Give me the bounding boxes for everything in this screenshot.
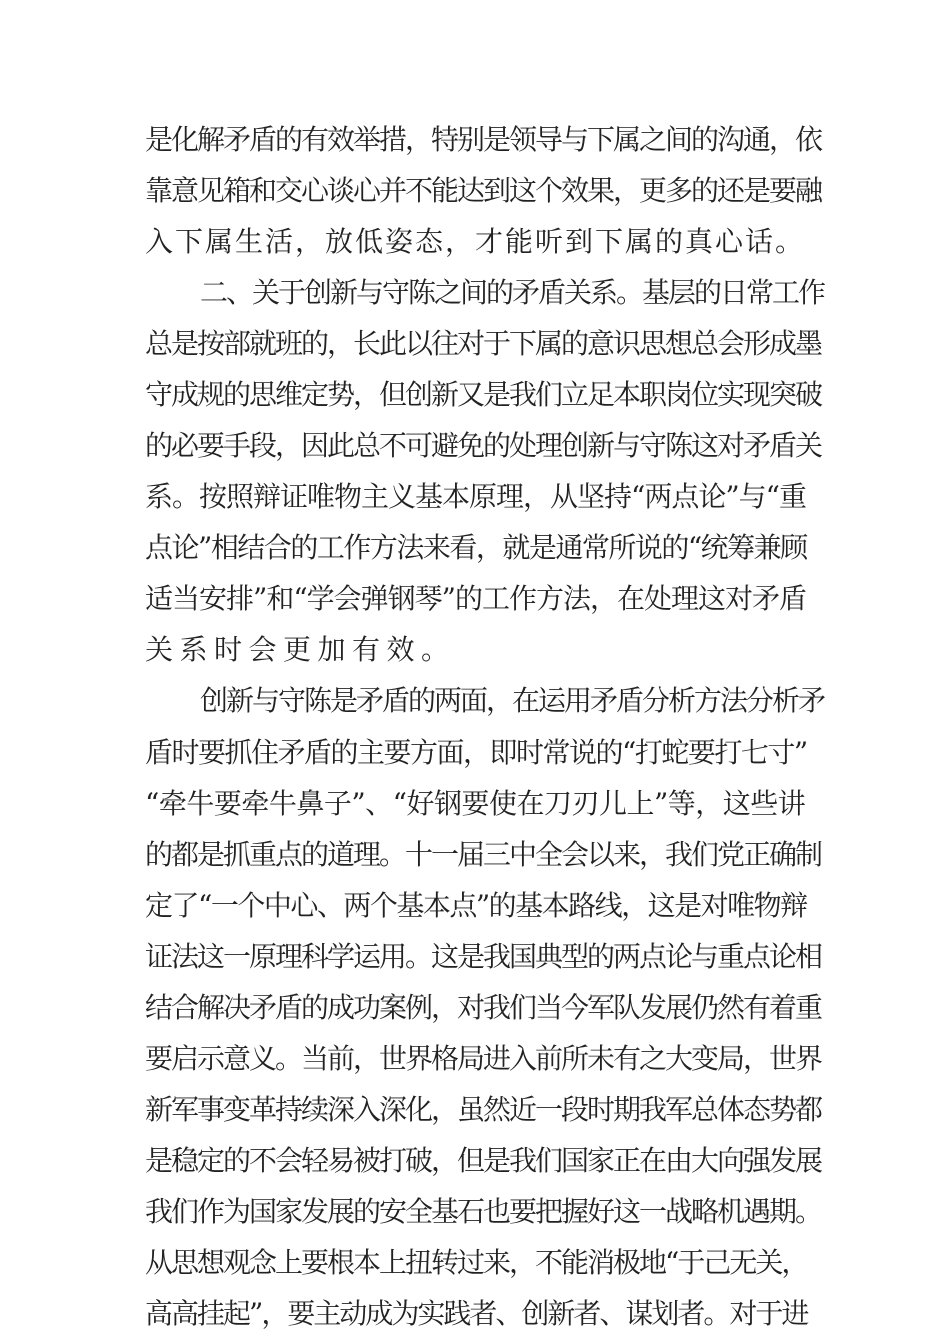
text-line: 适当安排”和“学会弹钢琴”的工作方法，在处理这对矛盾 [145, 582, 806, 616]
text-line: 点论”相结合的工作方法来看，就是通常所说的“统筹兼顾 [145, 531, 807, 565]
text-line: 高高挂起”，要主动成为实践者、创新者、谋划者。对于进 [145, 1297, 808, 1330]
text-line: 是化解矛盾的有效举措，特别是领导与下属之间的沟通，依 [145, 123, 822, 156]
text-line: 证法这一原理科学运用。这是我国典型的两点论与重点论相 [145, 939, 822, 973]
text-line: 二、关于创新与守陈之间的矛盾关系。基层的日常工作 [200, 276, 825, 310]
text-line: “牵牛要牵牛鼻子”、“好钢要使在刀刃儿上”等，这些讲 [145, 786, 806, 820]
text-line: 关系时会更加有效。 [145, 633, 456, 667]
text-line: 系。按照辩证唯物主义基本原理，从坚持“两点论”与“重 [145, 480, 806, 514]
text-line: 盾时要抓住矛盾的主要方面，即时常说的“打蛇要打七寸” [145, 735, 807, 769]
text-line: 创新与守陈是矛盾的两面，在运用矛盾分析方法分析矛 [200, 684, 825, 718]
text-line: 要启示意义。当前，世界格局进入前所未有之大变局，世界 [145, 1041, 822, 1075]
text-line: 入下属生活，放低姿态，才能听到下属的真心话。 [145, 225, 806, 259]
text-line: 的必要手段，因此总不可避免的处理创新与守陈这对矛盾关 [145, 429, 822, 463]
text-line: 定了“一个中心、两个基本点”的基本路线，这是对唯物辩 [145, 888, 807, 922]
text-line: 靠意见箱和交心谈心并不能达到这个效果，更多的还是要融 [145, 174, 822, 208]
text-line: 结合解决矛盾的成功案例，对我们当今军队发展仍然有着重 [145, 990, 822, 1024]
text-line: 守成规的思维定势，但创新又是我们立足本职岗位实现突破 [145, 378, 822, 412]
text-line: 我们作为国家发展的安全基石也要把握好这一战略机遇期。 [145, 1194, 822, 1228]
text-line: 总是按部就班的，长此以往对于下属的意识思想总会形成墨 [145, 327, 822, 361]
text-line: 从思想观念上要根本上扭转过来，不能消极地“于己无关， [145, 1245, 808, 1279]
text-line: 是稳定的不会轻易被打破，但是我们国家正在由大向强发展 [145, 1143, 822, 1177]
text-line: 的都是抓重点的道理。十一届三中全会以来，我们党正确制 [145, 837, 822, 871]
text-line: 新军事变革持续深入深化，虽然近一段时期我军总体态势都 [145, 1092, 822, 1126]
